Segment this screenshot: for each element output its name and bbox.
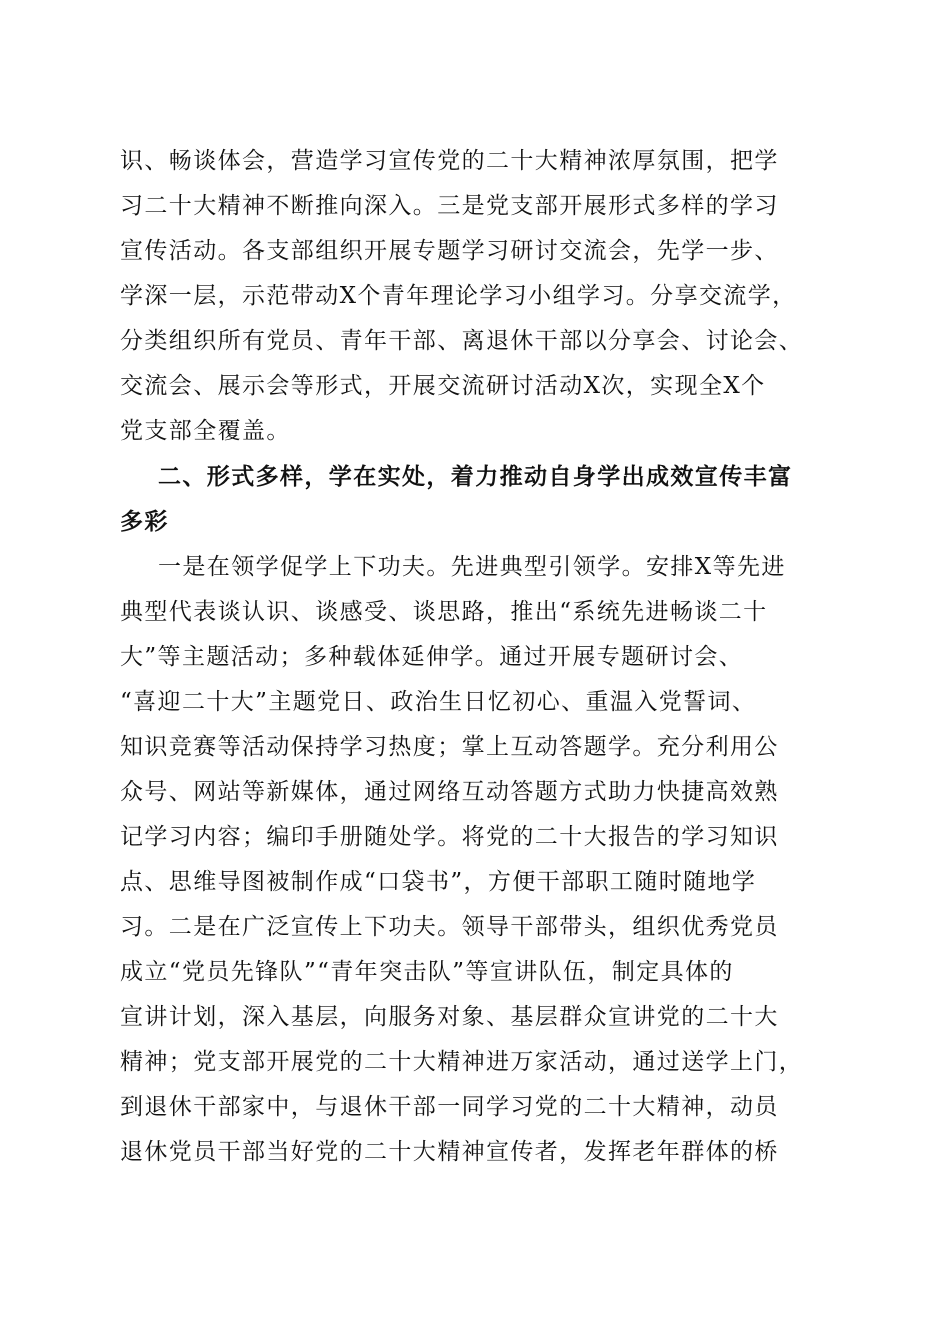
text-line: 记学习内容；编印手册随处学。将党的二十大报告的学习知识	[120, 824, 779, 850]
text-line: 习。二是在广泛宣传上下功夫。领导干部带头，组织优秀党员	[120, 914, 779, 940]
heading-line: 二、形式多样，学在实处，着力推动自身学出成效宣传丰富	[158, 464, 793, 490]
text-line: 大”等主题活动；多种载体延伸学。通过开展专题研讨会、	[120, 644, 744, 670]
text-line: 识、畅谈体会，营造学习宣传党的二十大精神浓厚氛围，把学	[120, 148, 779, 174]
paragraph-1	[120, 139, 840, 454]
text-line: 一是在领学促学上下功夫。先进典型引领学。安排X等先进	[158, 554, 786, 580]
text-line: 知识竞赛等活动保持学习热度；掌上互动答题学。充分利用公	[120, 734, 779, 760]
heading-line: 多彩	[120, 509, 169, 535]
text-line: 习二十大精神不断推向深入。三是党支部开展形式多样的学习	[120, 193, 779, 219]
section-heading	[120, 455, 840, 545]
text-line: 党支部全覆盖。	[120, 418, 291, 444]
text-line: 精神；党支部开展党的二十大精神进万家活动，通过送学上门，	[120, 1049, 804, 1075]
text-line: 宣讲计划，深入基层，向服务对象、基层群众宣讲党的二十大	[120, 1004, 779, 1030]
text-line: 众号、网站等新媒体，通过网络互动答题方式助力快捷高效熟	[120, 779, 779, 805]
text-line: 退休党员干部当好党的二十大精神宣传者，发挥老年群体的桥	[120, 1139, 779, 1165]
text-line: 到退休干部家中，与退休干部一同学习党的二十大精神，动员	[120, 1094, 779, 1120]
text-line: 成立“党员先锋队”“青年突击队”等宣讲队伍，制定具体的	[120, 959, 734, 985]
text-line: 学深一层，示范带动X个青年理论学习小组学习。分享交流学，	[120, 283, 797, 309]
text-line: “喜迎二十大”主题党日、政治生日忆初心、重温入党誓词、	[120, 689, 757, 715]
text-line: 分类组织所有党员、青年干部、离退休干部以分享会、讨论会、	[120, 328, 804, 354]
paragraph-2	[120, 545, 840, 1175]
text-line: 典型代表谈认识、谈感受、谈思路，推出“系统先进畅谈二十	[120, 599, 768, 625]
text-line: 点、思维导图被制作成“口袋书”，方便干部职工随时随地学	[120, 869, 757, 895]
text-line: 交流会、展示会等形式，开展交流研讨活动X次，实现全X个	[120, 373, 766, 399]
text-line: 宣传活动。各支部组织开展专题学习研讨交流会，先学一步、	[120, 238, 779, 264]
